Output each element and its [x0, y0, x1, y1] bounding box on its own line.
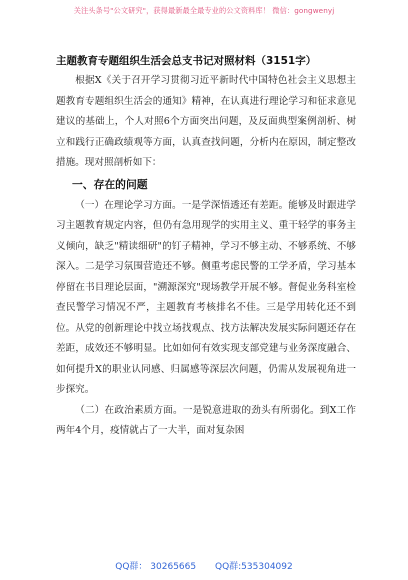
- section-heading: 一、存在的问题: [72, 177, 148, 191]
- document-body: [56, 71, 356, 442]
- intro-paragraph: 根据X《关于召开学习贯彻习近平新时代中国特色社会主义思想主题教育专题组织生活会的通知》精神，在认真进行理论学习和征求意见建议的基础上，个人对照6个方面突出问题，及反面典型案例剖析、树立和践行正确政绩观等方面，认真查找问题，分析内在原因，制定整改措施。现对照剖析如下：: [56, 75, 356, 168]
- qq-group-2: QQ群:535304092: [214, 562, 293, 572]
- header-banner: 关注头条号"公文研究"，获得最新最全最专业的公文资料库！ 微信：gongwenyj: [73, 6, 335, 15]
- theory-study-paragraph: （一）在理论学习方面。一是学深悟透还有差距。能够及时跟进学习主题教育规定内容，但仍有急用现学的实用主义、重干轻学的事务主义倾向，缺乏"精读细研"的钉子精神，学习不够主动、不够系统、不够深入。二是学习氛围营造还不够。侧重考虑民警的工学矛盾，学习基本停留在书目理论层面，"溯源深究"现场教学开展不够。督促业务科室检查民警学习情况不严，主题教育考核排名不佳。三是学用转化还不到位。从党的创新理论中找立场找观点、找方法解决发展实际问题还存在差距，成效还不够明显。比如如何有效实现支部党建与业务深度融合、如何提升X的职业认同感、归属感等深层次问题，仍需从发展视角进一步探究。: [56, 199, 356, 395]
- qq-group-1: QQ群： 30265665: [115, 562, 197, 572]
- political-quality-paragraph: （二）在政治素质方面。一是锐意进取的劲头有所弱化。到X工作两年4个月，疫情就占了一大半，面对复杂困: [56, 404, 356, 436]
- document-title: 主题教育专题组织生活会总支书记对照材料（3151字）: [56, 55, 317, 67]
- footer-contact: [0, 559, 408, 572]
